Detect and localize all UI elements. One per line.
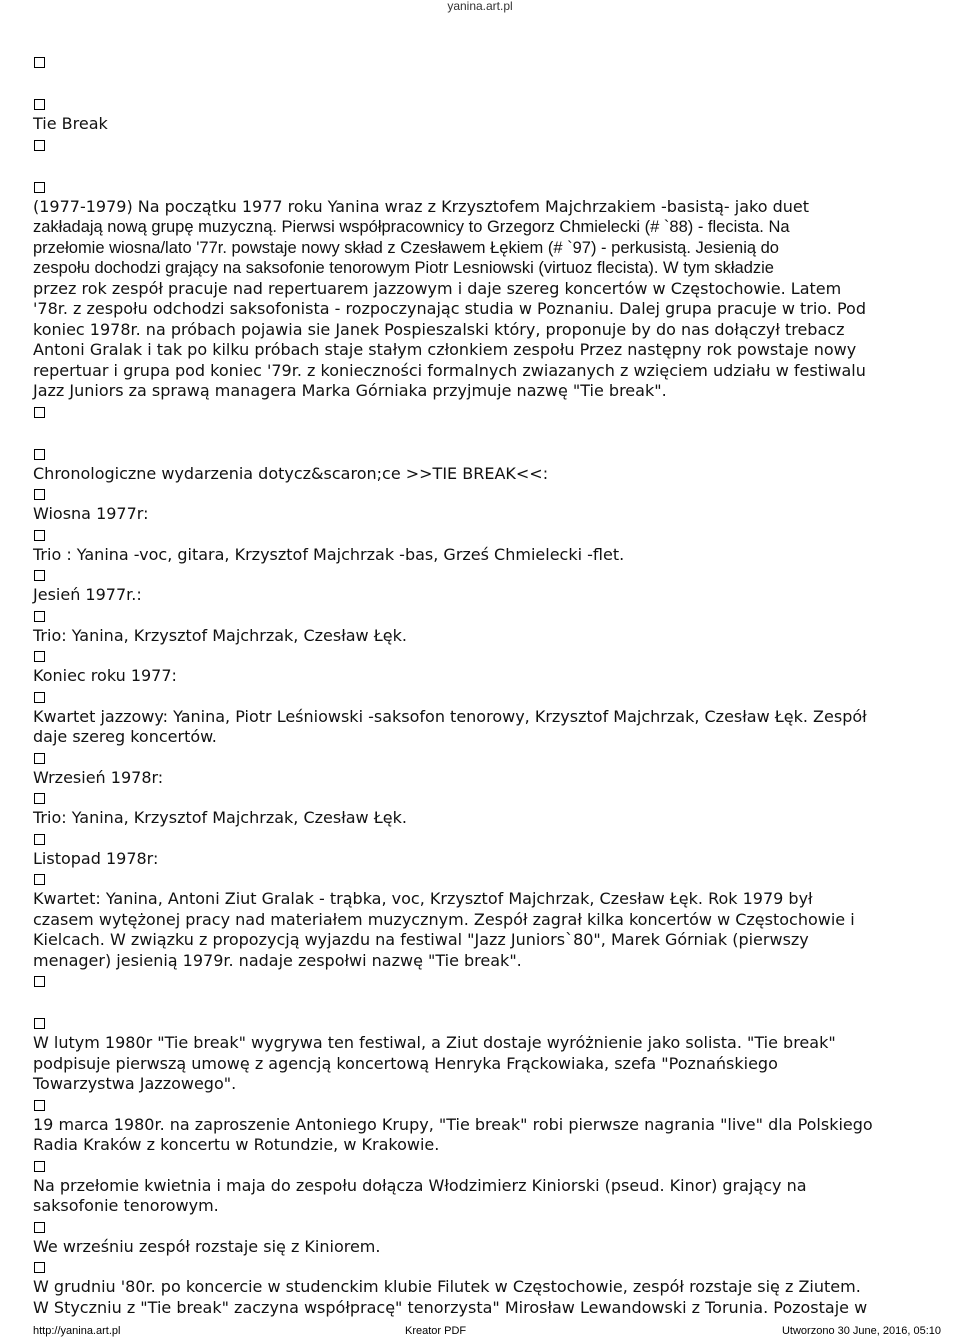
intro-paragraph (33, 197, 933, 402)
intro-line: Jazz Juniors za sprawą managera Marka Górniaka przyjmuje nazwę "Tie break". (33, 381, 667, 400)
event-text: We wrześniu zespół rozstaje się z Kiniorem. (33, 1236, 381, 1256)
checkbox-icon (34, 1262, 45, 1273)
event-text (33, 707, 933, 748)
event-line: Kwartet: Yanina, Antoni Ziut Gralak - trąbka, voc, Krzysztof Majchrzak, Czesław Łęk. Rok 1979 był (33, 889, 813, 908)
intro-line: koniec 1978r. na próbach pojawia sie Janek Pospieszalski który, proponuje by do nas dołączył trebacz (33, 319, 845, 339)
checkbox-icon (34, 692, 45, 703)
checkbox-icon (34, 874, 45, 885)
event-date: Wiosna 1977r: (33, 504, 149, 523)
event-text (33, 1277, 933, 1318)
intro-line: zakładają nową grupę muzyczną. Pierwsi współpracownicy to Grzegorz Chmielecki (# `88) - flecista. Na (33, 218, 790, 236)
checkbox-icon (34, 57, 45, 68)
event-text (33, 1033, 933, 1095)
intro-line: przez rok zespół pracuje nad repertuarem jazzowym i daje szereg koncertów w Częstochowie. Latem (33, 278, 842, 298)
intro-line: '78r. z zespołu odchodzi saksofonista - rozpoczynając studia w Poznaniu. Dalej grupa pracuje w trio. Pod (33, 299, 866, 318)
checkbox-icon (34, 99, 45, 110)
checkbox-icon (34, 530, 45, 541)
intro-line: zespołu dochodzi grający na saksofonie tenorowym Piotr Lesniowski (virtuoz flecista). W tym składzie (33, 259, 774, 277)
event-line: Towarzystwa Jazzowego". (33, 1074, 237, 1093)
document-body (33, 52, 933, 1318)
event-line: W lutym 1980r "Tie break" wygrywa ten festiwal, a Ziut dostaje wyróżnienie jako solista. "Tie break" (33, 1033, 836, 1052)
checkbox-icon (34, 753, 45, 764)
event-text: Trio: Yanina, Krzysztof Majchrzak, Czesław Łęk. (33, 808, 407, 827)
event-text (33, 1176, 933, 1217)
event-date: Wrzesień 1978r: (33, 767, 164, 787)
checkbox-icon (34, 793, 45, 804)
event-line: Na przełomie kwietnia i maja do zespołu dołącza Włodzimierz Kiniorski (pseud. Kinor) grający na (33, 1175, 807, 1195)
intro-line: (1977-1979) Na początku 1977 roku Yanina wraz z Krzysztofem Majchrzakiem -basistą- jako duet (33, 196, 810, 216)
event-text: Trio: Yanina, Krzysztof Majchrzak, Czesław Łęk. (33, 625, 407, 645)
checkbox-icon (34, 611, 45, 622)
event-line: menager) jesienią 1979r. nadaje zespołwi nazwę "Tie break". (33, 950, 522, 970)
event-date: Jesień 1977r.: (33, 585, 142, 604)
checkbox-icon (34, 407, 45, 418)
intro-line: Antoni Gralak i tak po kilku próbach staje stałym członkiem zespołu Przez następny rok powstaje nowy (33, 340, 857, 359)
footer-url: http://yanina.art.pl (33, 1325, 121, 1337)
event-line: Kielcach. W związku z propozycją wyjazdu na festiwal "Jazz Juniors`80", Marek Górniak (pierwszy (33, 930, 809, 949)
event-line: daje szereg koncertów. (33, 727, 217, 746)
checkbox-icon (34, 449, 45, 460)
event-text (33, 1115, 933, 1156)
section-title: Tie Break (33, 114, 108, 133)
checkbox-icon (34, 140, 45, 151)
event-line: 19 marca 1980r. na zaproszenie Antoniego Krupy, "Tie break" robi pierwsze nagrania "live" dla Polskiego (33, 1114, 873, 1134)
footer-creator: Kreator PDF (405, 1325, 467, 1337)
event-line: podpisuje pierwszą umowę z agencją koncertową Henryka Frąckowiaka, szefa "Poznańskiego (33, 1053, 778, 1073)
intro-line: przełomie wiosna/lato '77r. powstaje nowy skład z Czesławem Łękiem (# `97) - perkusistą. Jesienią do (33, 238, 779, 257)
page-footer (33, 1324, 941, 1338)
intro-line: repertuar i grupa pod koniec '79r. z konieczności formalnych zwiazanych z wzięciem udziału w festiwalu (33, 360, 866, 380)
checkbox-icon (34, 1222, 45, 1233)
event-text (33, 889, 933, 971)
event-text: Trio : Yanina -voc, gitara, Krzysztof Majchrzak -bas, Grześ Chmielecki -flet. (33, 544, 625, 564)
event-date: Koniec roku 1977: (33, 666, 177, 685)
checkbox-icon (34, 1161, 45, 1172)
header-site-url: yanina.art.pl (447, 0, 513, 13)
event-line: Radia Kraków z koncertu w Rotundzie, w Krakowie. (33, 1135, 440, 1154)
checkbox-icon (34, 570, 45, 581)
checkbox-icon (34, 976, 45, 987)
event-line: czasem wytężonej pracy nad materiałem muzycznym. Zespół zagrał kilka koncertów w Częstochowie i (33, 909, 855, 929)
checkbox-icon (34, 182, 45, 193)
checkbox-icon (34, 1018, 45, 1029)
checkbox-icon (34, 1100, 45, 1111)
event-line: W Styczniu z "Tie break" zaczyna współpracę" tenorzysta" Mirosław Lewandowski z Torunia. Pozostaje w (33, 1297, 868, 1317)
footer-created: Utworzono 30 June, 2016, 05:10 (781, 1325, 941, 1337)
event-date: Listopad 1978r: (33, 848, 159, 868)
event-line: Kwartet jazzowy: Yanina, Piotr Leśniowski -saksofon tenorowy, Krzysztof Majchrzak, Czesław Łęk. Zespół (33, 706, 867, 726)
chronology-heading: Chronologiczne wydarzenia dotycz&scaron;ce >>TIE BREAK<<: (33, 463, 549, 483)
event-line: W grudniu '80r. po koncercie w studenckim klubie Filutek w Częstochowie, zespół rozstaje się z Ziutem. (33, 1277, 861, 1296)
checkbox-icon (34, 651, 45, 662)
checkbox-icon (34, 834, 45, 845)
event-line: saksofonie tenorowym. (33, 1196, 219, 1215)
checkbox-icon (34, 489, 45, 500)
